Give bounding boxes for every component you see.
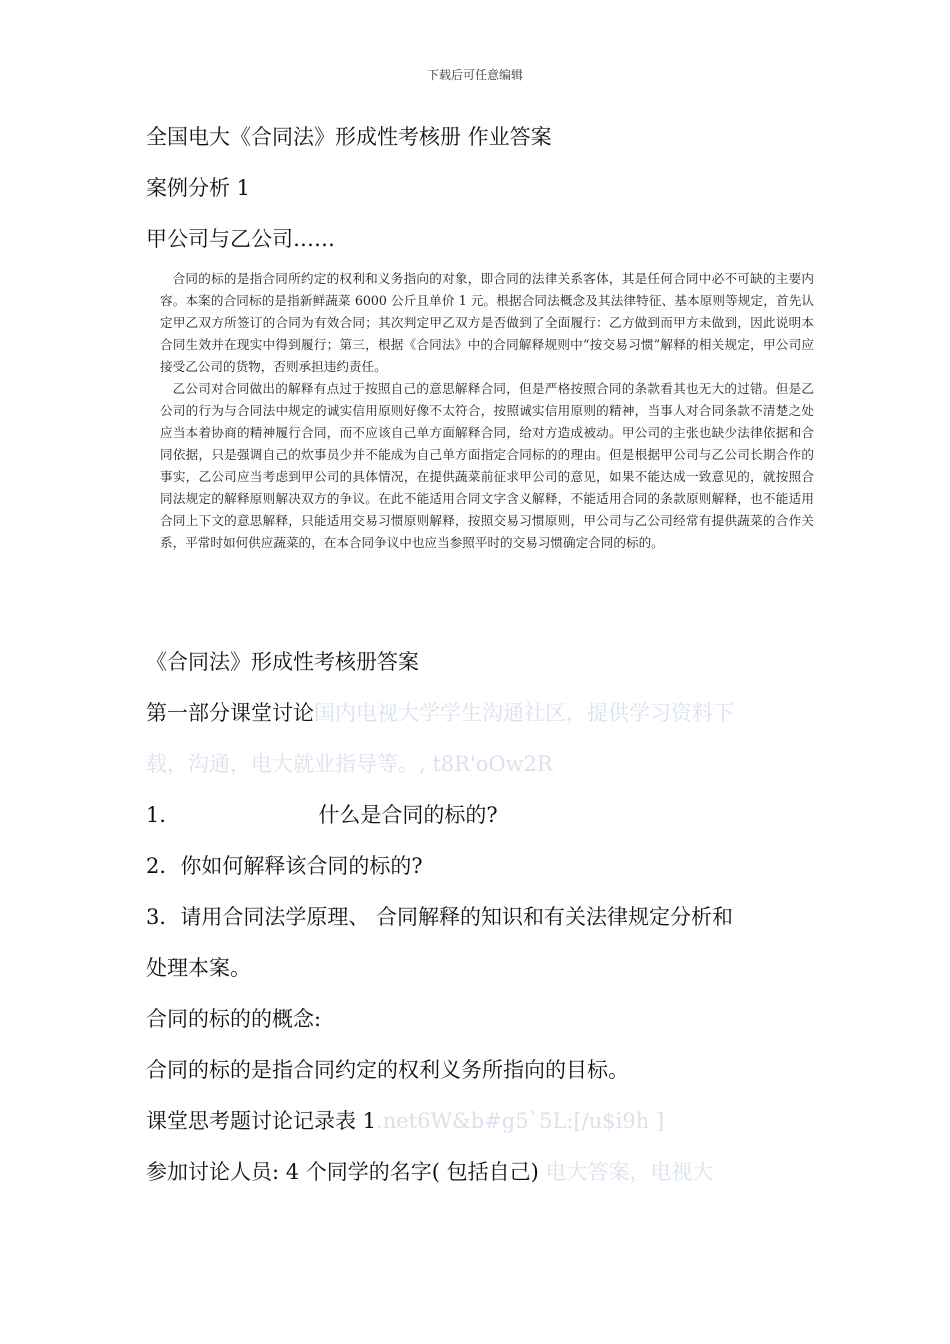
concept-title: 合同的标的的概念: [146,1007,322,1031]
question-text: 什么是合同的标的? [318,803,498,827]
question-3: 3．请用合同法学原理、 合同解释的知识和有关法律规定分析和 [146,905,734,929]
answer-paragraph: 合同的标的是指合同所约定的权利和义务指向的对象，即合同的法律关系客体，其是任何合同中必不可缺的主要内容。本案的合同标的是指新鲜蔬菜 6000 公斤且单价 1 元。根据合同法概念及其法律特征、基本原则等规定，首先认定甲乙双方所签订的合同为有效合同；其次判定甲乙双方是否做到了全面履行：乙方做到而甲方未做到，因此说明本合同生效并在现实中得到履行；第三，根据《合同法》中的合同解释规则中“按交易习惯”解释的相关规定，甲公司应接受乙公司的货物，否则承担违约责任。 [160,271,814,374]
question-2: 2．你如何解释该合同的标的? [146,854,423,878]
question-number: 1． [146,803,181,827]
record-line [146,1108,664,1134]
part-one-line [146,700,734,726]
case-title: 案例分析 1 [146,176,251,200]
answer-title: 《合同法》形成性考核册答案 [146,650,419,674]
watermark-text: 电大答案，电视大 [545,1160,714,1184]
answer-paragraph: 乙公司对合同做出的解释有点过于按照自己的意思解释合同，但是严格按照合同的条款看其也无大的过错。但是乙公司的行为与合同法中规定的诚实信用原则好像不太符合，按照诚实信用原则的精神，当事人对合同条款不清楚之处应当本着协商的精神履行合同，而不应该自己单方面解释合同，给对方造成被动。甲公司的主张也缺少法律依据和合同依据，只是强调自己的炊事员少并不能成为自己单方面指定合同标的的理由。但是根据甲公司与乙公司长期合作的事实，乙公司应当考虑到甲公司的具体情况，在提供蔬菜前征求甲公司的意见，如果不能达成一致意见的，就按照合同法规定的解释原则解决双方的争议。在此不能适用合同文字含义解释，不能适用合同的条款原则解释，也不能适用合同上下文的意思解释，只能适用交易习惯原则解释，按照交易习惯原则，甲公司与乙公司经常有提供蔬菜的合作关系，平常时如何供应蔬菜的，在本合同争议中也应当参照平时的交易习惯确定合同的标的。 [160,381,814,550]
question-3-continued: 处理本案。 [146,956,251,980]
watermark-text: 载，沟通，电大就业指导等。, t8R'oOw2R [146,752,553,776]
record-title: 课堂思考题讨论记录表 1 [146,1109,377,1133]
question-1 [146,802,498,828]
watermark-text: 国内电视大学学生沟通社区，提供学习资料下 [314,701,734,725]
page-header: 下载后可任意编辑 [426,68,523,82]
document-title: 全国电大《合同法》形成性考核册 作业答案 [146,125,552,149]
part-one-heading: 第一部分课堂讨论 [146,701,314,725]
watermark-text: .net6W&b#g5`5L:[/u$i9h ] [376,1109,665,1133]
case-intro: 甲公司与乙公司…… [146,227,335,251]
concept-text: 合同的标的是指合同约定的权利义务所指向的目标。 [146,1058,629,1082]
scanned-answer-text [160,268,814,554]
participants-line [146,1159,714,1185]
participants-text: 参加讨论人员: 4 个同学的名字( 包括自己) [146,1160,539,1184]
